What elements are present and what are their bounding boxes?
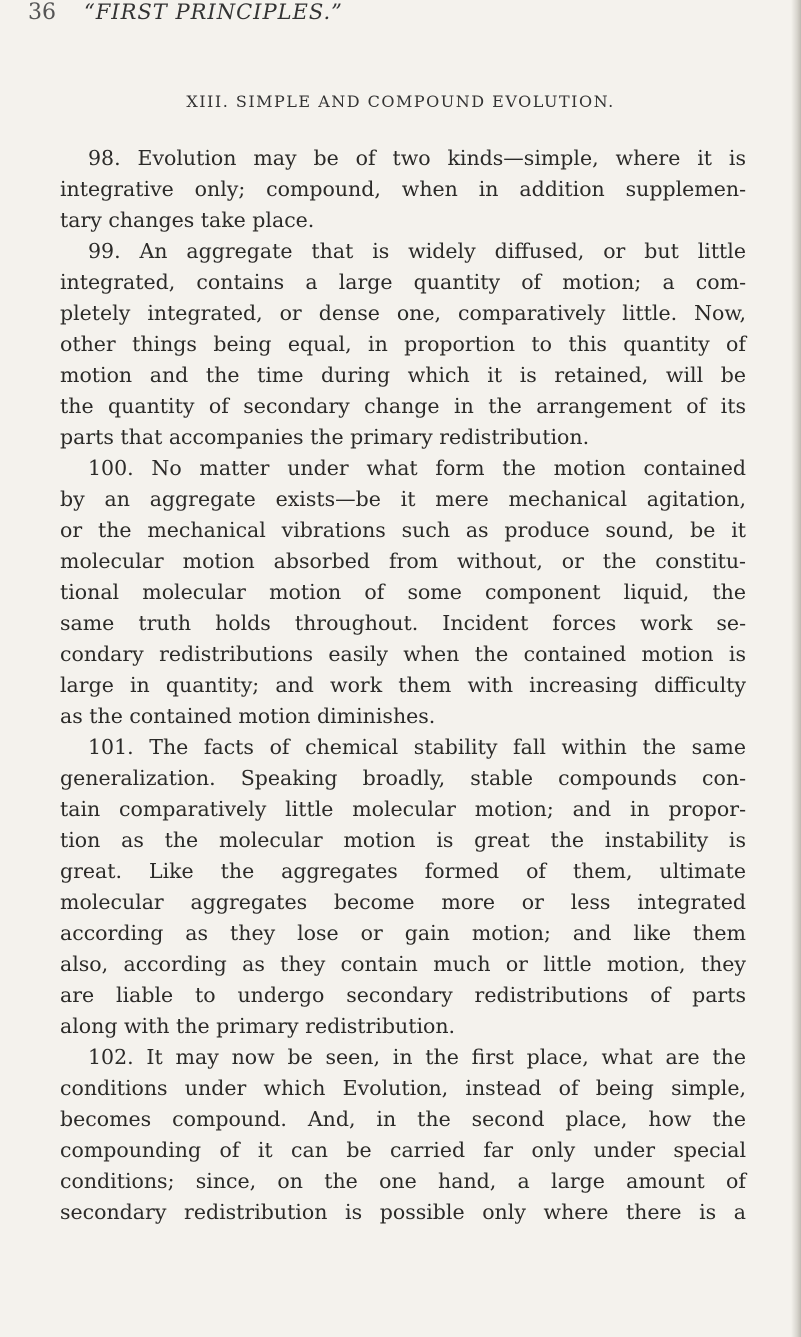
text-line: becomes compound. And, in the second place, how the: [60, 1107, 746, 1131]
text-line: integrative only; compound, when in addition supplemen-: [60, 177, 746, 201]
page-number: 36: [28, 0, 56, 25]
text-line: 98. Evolution may be of two kinds—simple, where it is: [88, 146, 746, 170]
text-line: as the contained motion diminishes.: [60, 704, 436, 728]
text-line: are liable to undergo secondary redistributions of parts: [60, 983, 746, 1007]
text-line: 102. It may now be seen, in the first place, what are the: [88, 1045, 746, 1069]
text-line: also, according as they contain much or little motion, they: [60, 952, 746, 976]
text-line: or the mechanical vibrations such as produce sound, be it: [60, 518, 746, 542]
text-line: by an aggregate exists—be it mere mechanical agitation,: [60, 487, 746, 511]
text-line: parts that accompanies the primary redistribution.: [60, 425, 590, 449]
text-line: tional molecular motion of some component liquid, the: [60, 580, 746, 604]
text-line: compounding of it can be carried far only under special: [60, 1138, 746, 1162]
running-title: “FIRST PRINCIPLES.”: [84, 0, 343, 24]
text-line: 100. No matter under what form the motion contained: [88, 456, 746, 480]
text-line: great. Like the aggregates formed of them, ultimate: [60, 859, 746, 883]
text-line: molecular aggregates become more or less integrated: [60, 890, 746, 914]
body-text: [60, 143, 746, 1228]
text-line: pletely integrated, or dense one, comparatively little. Now,: [60, 301, 746, 325]
text-line: same truth holds throughout. Incident forces work se-: [60, 611, 746, 635]
text-line: tain comparatively little molecular motion; and in propor-: [60, 797, 746, 821]
text-line: 101. The facts of chemical stability fall within the same: [88, 735, 746, 759]
text-line: motion and the time during which it is retained, will be: [60, 363, 746, 387]
text-line: 99. An aggregate that is widely diffused, or but little: [88, 239, 746, 263]
text-line: condary redistributions easily when the contained motion is: [60, 642, 746, 666]
page-edge: [791, 0, 801, 1337]
text-line: conditions; since, on the one hand, a large amount of: [60, 1169, 746, 1193]
text-line: conditions under which Evolution, instead of being simple,: [60, 1076, 746, 1100]
text-line: molecular motion absorbed from without, or the constitu-: [60, 549, 746, 573]
text-line: along with the primary redistribution.: [60, 1014, 456, 1038]
text-line: tary changes take place.: [60, 208, 315, 232]
text-line: large in quantity; and work them with increasing difficulty: [60, 673, 746, 697]
text-line: tion as the molecular motion is great the instability is: [60, 828, 746, 852]
text-line: according as they lose or gain motion; and like them: [60, 921, 746, 945]
text-line: generalization. Speaking broadly, stable compounds con-: [60, 766, 746, 790]
text-line: the quantity of secondary change in the arrangement of its: [60, 394, 746, 418]
text-line: other things being equal, in proportion to this quantity of: [60, 332, 746, 356]
text-line: secondary redistribution is possible only where there is a: [60, 1200, 746, 1224]
section-title: XIII. SIMPLE AND COMPOUND EVOLUTION.: [186, 92, 615, 111]
text-line: integrated, contains a large quantity of motion; a com-: [60, 270, 746, 294]
